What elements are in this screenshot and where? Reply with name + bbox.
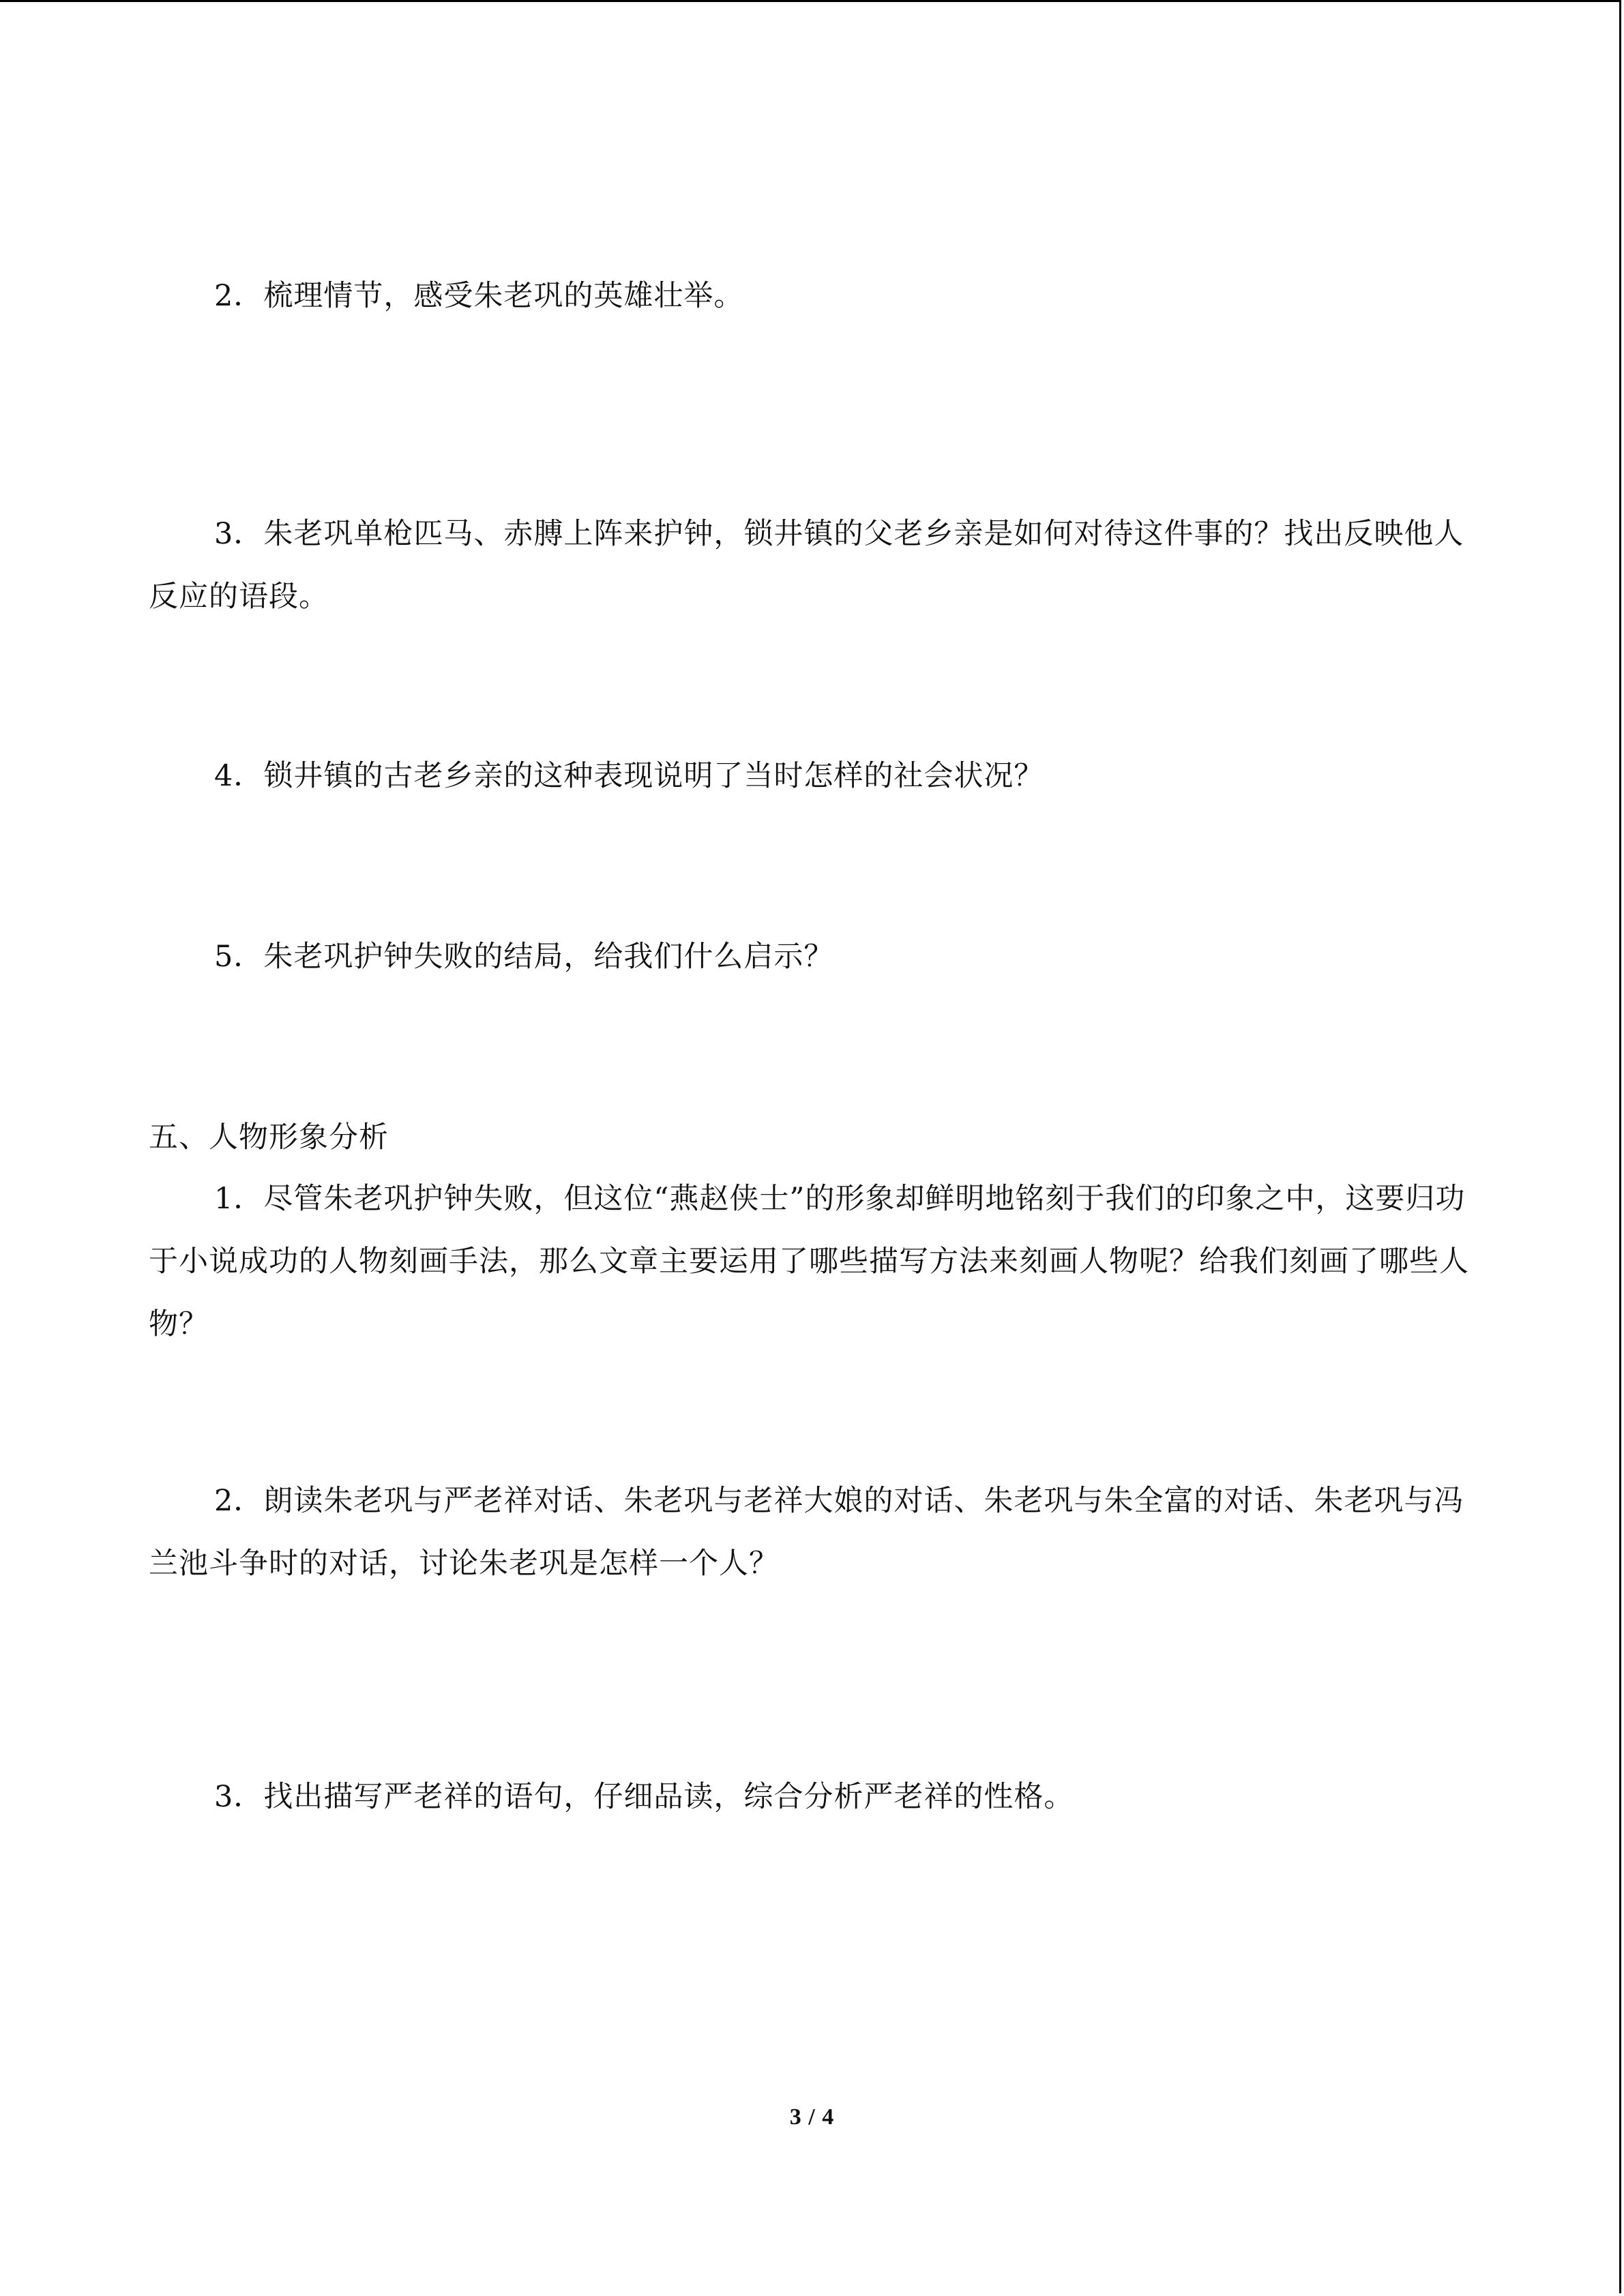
question-5-1: 1．尽管朱老巩护钟失败，但这位“燕赵侠士”的形象却鲜明地铭刻于我们的印象之中，这要归功于小说成功的人物刻画手法，那么文章主要运用了哪些描写方法来刻画人物呢？给我们刻画了哪些人物？ [149, 1182, 1469, 1341]
question-4-2: 2．梳理情节，感受朱老巩的英雄壮举。 [214, 279, 744, 313]
question-4-5: 5．朱老巩护钟失败的结局，给我们什么启示？ [214, 940, 834, 974]
question-5-3: 3．找出描写严老祥的语句，仔细品读，综合分析严老祥的性格。 [214, 1780, 1074, 1814]
question-4-3: 3．朱老巩单枪匹马、赤膊上阵来护钟，锁井镇的父老乡亲是如何对待这件事的？找出反映他人反应的语段。 [149, 517, 1464, 614]
page-number: 3 / 4 [789, 2104, 835, 2130]
question-4-4: 4．锁井镇的古老乡亲的这种表现说明了当时怎样的社会状况？ [214, 759, 1044, 793]
section-heading-character-analysis: 五、人物形象分析 [149, 1120, 389, 1154]
question-5-2: 2．朗读朱老巩与严老祥对话、朱老巩与老祥大娘的对话、朱老巩与朱全富的对话、朱老巩与冯兰池斗争时的对话，讨论朱老巩是怎样一个人？ [149, 1484, 1464, 1581]
